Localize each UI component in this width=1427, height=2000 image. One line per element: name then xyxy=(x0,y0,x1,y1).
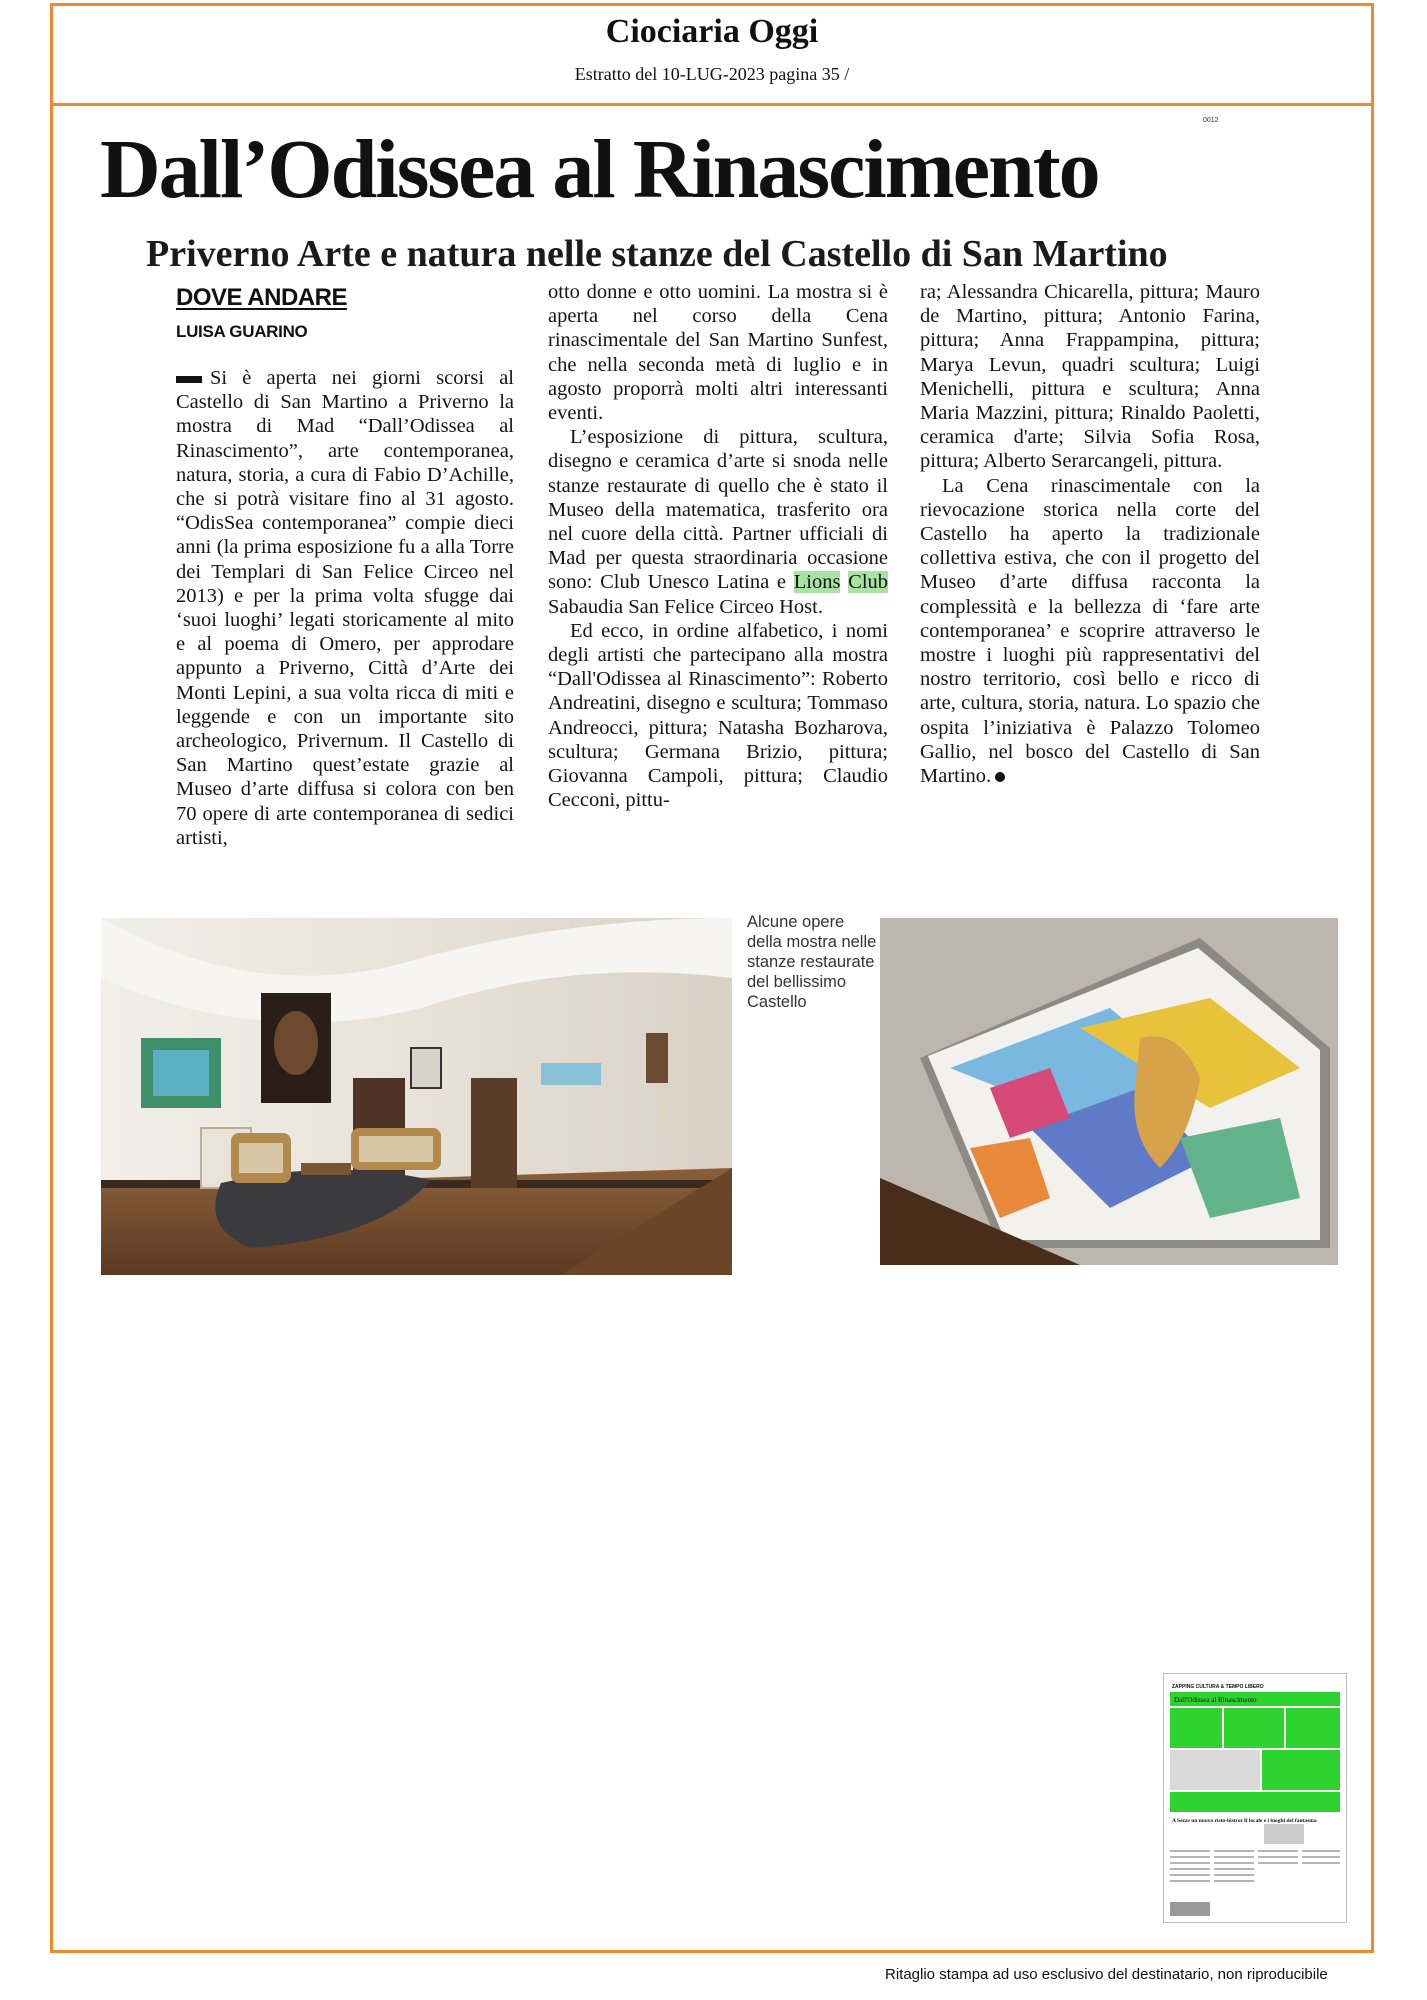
paragraph xyxy=(548,425,888,619)
paragraph-text: Si è aperta nei giorni scorsi al Castello di San Martino a Priverno la mostra di Mad “Dall’Odissea al Rinascimento”, arte contemporanea, natura, storia, a cura di Fabio D’Achille, che si potrà visitare fino al 31 agosto. “OdisSea contemporanea” compie dieci anni (la prima esposizione fu a alla Torre dei Templari di San Felice Circeo nel 2013) e per la prima volta sfugge dai ‘suoi luoghi’ legati storicamente al mito e al poema di Omero, per approdare appunto a Priverno, Città d’Arte dei Monti Lepini, a sua volta ricca di miti e leggende e con un importante sito archeologico, Privernum. Il Castello di San Martino quest’estate grazie al Museo d’arte diffusa si colora con ben 70 opere di arte contemporanea di sedici artisti, xyxy=(176,367,514,849)
thumbnail-title: Dall'Odissea al Rinascimento xyxy=(1174,1696,1257,1704)
paragraph: ra; Alessandra Chicarella, pittura; Mauro de Martino, pittura; Antonio Farina, pittura; Anna Frappampina, pittura; Marya Levun, quadri scultura; Luigi Menichelli, pittura e scultura; Anna Maria Mazzini, pittura; Rinaldo Paoletti, ceramica d'arte; Silvia Sofia Rosa, pittura; Alberto Serarcangeli, pittura. xyxy=(920,281,1260,473)
article-column-3 xyxy=(920,280,1260,788)
lead-marker xyxy=(176,376,202,383)
article-headline: Dall’Odissea al Rinascimento xyxy=(100,123,1099,216)
article-subheadline xyxy=(146,232,1326,276)
thumbnail-layout xyxy=(1164,1674,1346,1922)
paragraph xyxy=(176,366,514,850)
painting-photo xyxy=(880,918,1338,1265)
photo-caption: Alcune opere della mostra nelle stanze restaurate del bellissimo Castello xyxy=(747,913,877,1011)
byline: LUISA GUARINO xyxy=(176,322,308,341)
painting-illustration xyxy=(880,918,1338,1265)
paragraph-text: Sabaudia San Felice Circeo Host. xyxy=(548,595,823,618)
highlighted-word: Lions xyxy=(793,571,841,594)
extract-info: Estratto del 10-LUG-2023 pagina 35 / xyxy=(574,64,850,84)
paragraph-text: La Cena rinascimentale con la rievocazione storica nella corte del Castello ha aperto la tradizionale collettiva estiva, che con il progetto del Museo d’arte diffusa racconta la complessità e la bellezza di ‘fare arte contemporanea’ e scoprire attraverso le mostre i luoghi più rappresentativi del nostro territorio, così bello e ricco di arte, cultura, storia, natura. Lo spazio che ospita l’iniziativa è Palazzo Tolomeo Gallio, nel bosco del Castello di San Martino. xyxy=(920,474,1260,788)
article-column-2 xyxy=(548,280,888,812)
clipping-header xyxy=(53,6,1371,106)
paragraph: otto donne e otto uomini. La mostra si è aperta nel corso della Cena rinascimentale del San Martino Sunfest, che nella seconda metà di luglio e in agosto proporrà molti altri interessanti eventi. xyxy=(548,281,888,425)
page-code: 0012 xyxy=(1203,117,1219,124)
paragraph-text: L’esposizione di pittura, scultura, disegno e ceramica d’arte si snoda nelle stanze restaurate di quello che è stato il Museo della matematica, trasferito ora nel cuore della città. Partner ufficiali di Mad per questa straordinaria occasione sono: Club Unesco Latina e xyxy=(548,426,888,594)
thumbnail-headline2: A Sezze un nuovo risto-bistrot Il locale e i luoghi del fantasma xyxy=(1172,1818,1317,1824)
page-thumbnail xyxy=(1163,1673,1347,1923)
paragraph xyxy=(920,474,1260,789)
thumbnail-section: ZAPPING CULTURA & TEMPO LIBERO xyxy=(1172,1684,1264,1690)
room-illustration xyxy=(101,918,732,1275)
subheadline-text: Arte e natura nelle stanze del Castello di San Martino xyxy=(296,233,1168,275)
highlighted-word: Club xyxy=(848,571,889,594)
paragraph: Ed ecco, in ordine alfabetico, i nomi degli artisti che partecipano alla mostra “Dall'Odissea al Rinascimento”: Roberto Andreatini, disegno e scultura; Tommaso Andreocci, pittura; Natasha Bozharova, scultura; Germana Brizio, pittura; Giovanna Campoli, pittura; Claudio Cecconi, pittu- xyxy=(548,619,888,812)
exhibition-room-photo xyxy=(101,918,732,1275)
footer-note: Ritaglio stampa ad uso esclusivo del destinatario, non riproducibile xyxy=(885,1966,1328,1983)
article-column-1 xyxy=(176,366,514,850)
newspaper-name: Ciociaria Oggi xyxy=(605,13,819,50)
subheadline-kicker: Priverno xyxy=(146,233,290,275)
end-of-article-dot xyxy=(995,772,1005,782)
section-tag: DOVE ANDARE xyxy=(176,284,347,311)
